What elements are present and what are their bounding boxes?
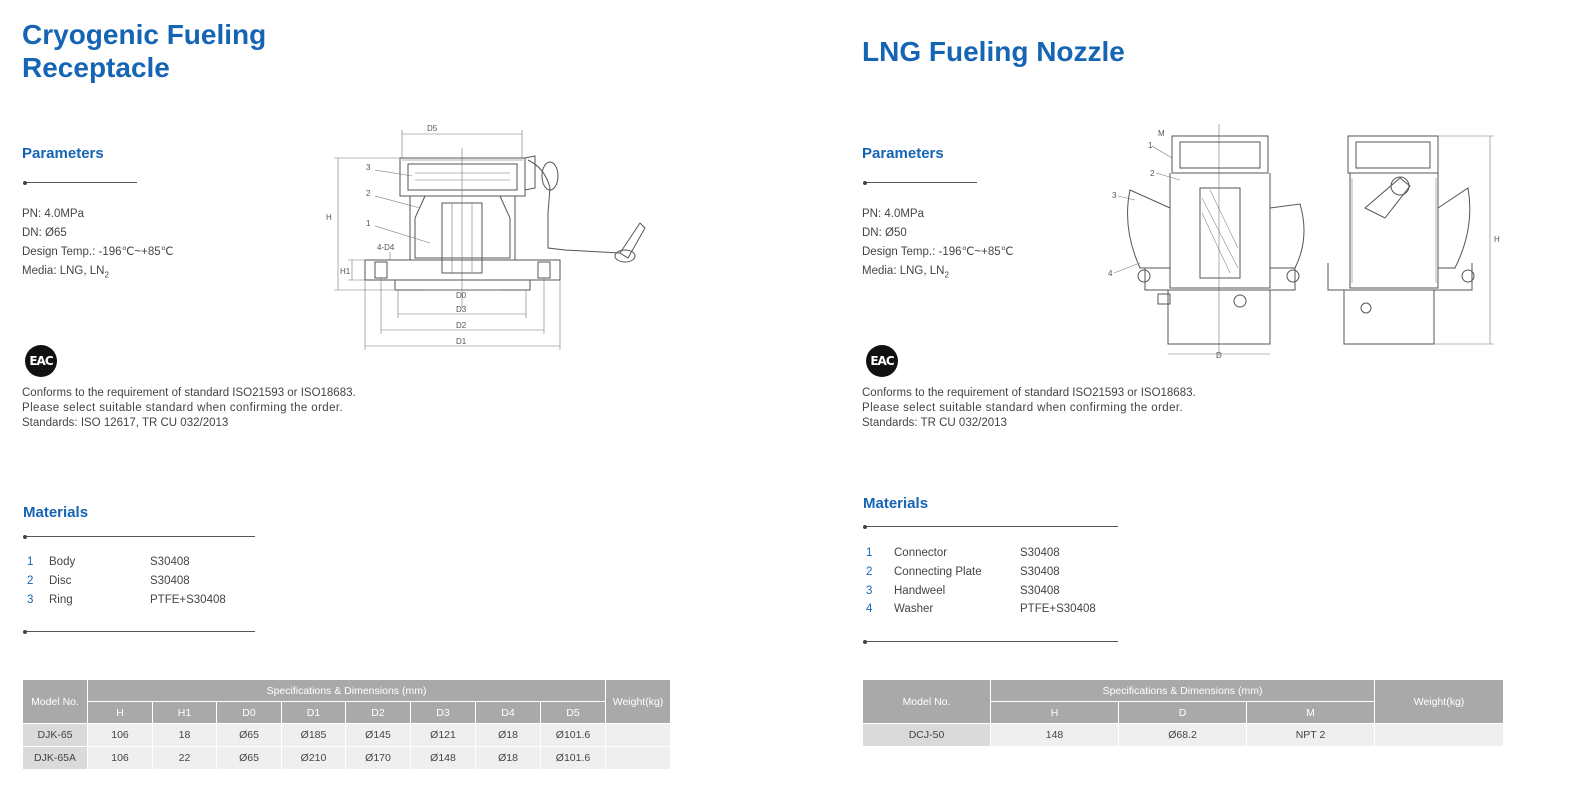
table-row: DJK-65 106 18 Ø65 Ø185 Ø145 Ø121 Ø18 Ø101.6 (23, 724, 671, 747)
dim-h1-label: H1 (340, 267, 351, 276)
callout-3: 3 (1112, 191, 1117, 200)
param-diameter: DN: Ø50 (862, 227, 907, 239)
receptacle-materials-heading: Materials (23, 504, 89, 521)
col-h: H (991, 702, 1119, 724)
param-media: Media: LNG, $LN_2$ (862, 265, 949, 280)
table-row: DJK-65A 106 22 Ø65 Ø210 Ø170 Ø148 Ø18 Ø101.6 (23, 747, 671, 770)
param-pressure: PN: 4.0MPa (862, 208, 924, 220)
callout-m: M (1158, 129, 1165, 138)
nozzle-technical-drawing (1100, 118, 1510, 363)
eac-certification-mark: EAC (866, 345, 898, 377)
param-pressure: PN: 4.0MPa (22, 208, 84, 220)
table-row: DCJ-50 148 Ø68.2 NPT 2 (863, 724, 1504, 747)
col-model-no: Model No. (23, 680, 88, 724)
param-diameter: DN: Ø65 (22, 227, 67, 239)
col-group-specifications: Specifications & Dimensions (mm) (88, 680, 606, 702)
dim-h-label: H (326, 213, 332, 222)
note-select-standard: Please select suitable standard when confirming the order. (862, 402, 1184, 414)
col-weight: Weight(kg) (606, 680, 671, 724)
col-group-specifications: Specifications & Dimensions (mm) (991, 680, 1375, 702)
param-design-temp: Design Temp.: -196℃~+85℃ (862, 246, 1014, 258)
dim-d5-label: D5 (427, 124, 438, 133)
col-weight: Weight(kg) (1375, 680, 1504, 724)
col-d2: D2 (346, 702, 411, 724)
note-standards: Standards: TR CU 032/2013 (862, 417, 1007, 429)
dim-d3-label: D3 (456, 305, 467, 314)
col-model-no: Model No. (863, 680, 991, 724)
receptacle-title-line1: Cryogenic Fueling (22, 19, 267, 50)
parameters-divider (24, 182, 137, 183)
materials-divider-top (24, 536, 255, 537)
col-d4: D4 (476, 702, 541, 724)
col-d5: D5 (541, 702, 606, 724)
receptacle-spec-table (22, 679, 671, 770)
receptacle-parameters-heading: Parameters (22, 145, 104, 162)
col-m: M (1247, 702, 1375, 724)
nozzle-parameters-heading: Parameters (862, 145, 944, 162)
dim-d2-label: D2 (456, 321, 467, 330)
col-d3: D3 (411, 702, 476, 724)
param-design-temp: Design Temp.: -196℃~+85℃ (22, 246, 174, 258)
param-media: Media: LNG, $LN_2$ (22, 265, 109, 280)
col-h: H (88, 702, 153, 724)
callout-1: 1 (366, 219, 371, 228)
col-d: D (1119, 702, 1247, 724)
col-d1: D1 (282, 702, 346, 724)
receptacle-title (22, 18, 266, 84)
nozzle-notes (862, 386, 1196, 431)
note-conformity: Conforms to the requirement of standard ISO21593 or ISO18683. (22, 387, 356, 399)
materials-divider-top (864, 526, 1118, 527)
callout-1: 1 (1148, 141, 1153, 150)
dim-4d4-label: 4-D4 (377, 243, 395, 252)
col-d0: D0 (217, 702, 282, 724)
dim-d-label: D (1216, 351, 1222, 360)
nozzle-materials-heading: Materials (863, 495, 929, 512)
dim-d0-label: D0 (456, 291, 467, 300)
receptacle-parameters-list (22, 205, 174, 284)
callout-3: 3 (366, 163, 371, 172)
nozzle-title: LNG Fueling Nozzle (862, 36, 1125, 67)
dim-d1-label: D1 (456, 337, 467, 346)
materials-divider-bottom (24, 631, 255, 632)
callout-2: 2 (366, 189, 371, 198)
dim-h-label: H (1494, 235, 1500, 244)
nozzle-parameters-list (862, 205, 1014, 284)
note-select-standard: Please select suitable standard when confirming the order. (22, 402, 344, 414)
receptacle-technical-drawing (320, 118, 660, 358)
col-h1: H1 (153, 702, 217, 724)
receptacle-notes (22, 386, 356, 431)
note-conformity: Conforms to the requirement of standard ISO21593 or ISO18683. (862, 387, 1196, 399)
callout-2: 2 (1150, 169, 1155, 178)
note-standards: Standards: ISO 12617, TR CU 032/2013 (22, 417, 229, 429)
callout-4: 4 (1108, 269, 1113, 278)
nozzle-spec-table (862, 679, 1504, 747)
parameters-divider (864, 182, 977, 183)
materials-divider-bottom (864, 641, 1118, 642)
eac-certification-mark: EAC (25, 345, 57, 377)
receptacle-title-line2: Receptacle (22, 52, 170, 83)
